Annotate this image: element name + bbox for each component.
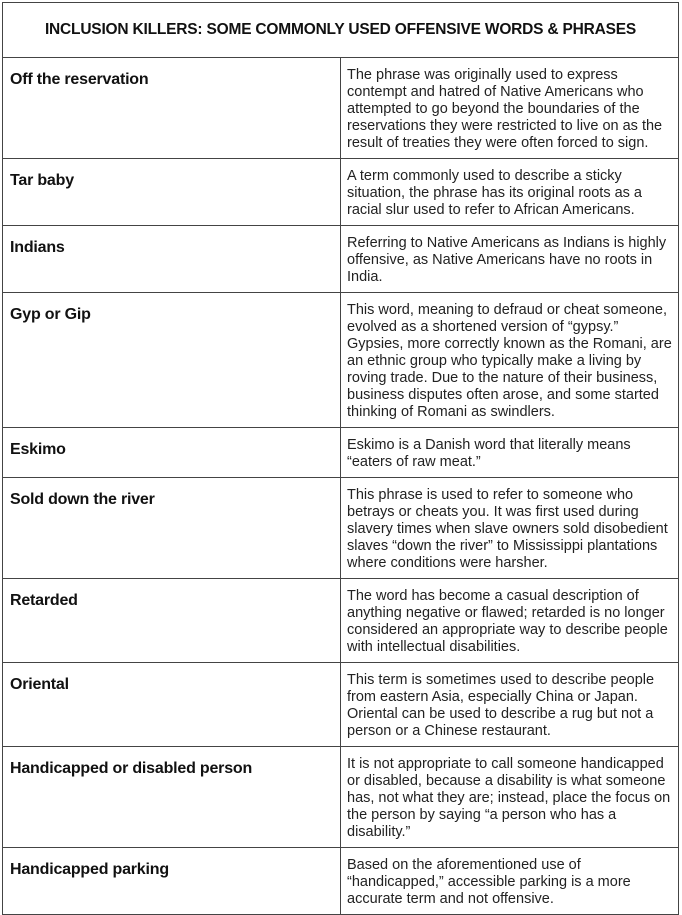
term-cell: Handicapped or disabled person — [3, 747, 341, 848]
table-row — [3, 848, 679, 915]
table-row — [3, 293, 679, 428]
table-row — [3, 226, 679, 293]
term-cell: Off the reservation — [3, 58, 341, 159]
title-row — [3, 3, 679, 58]
definition-cell: Eskimo is a Danish word that literally means “eaters of raw meat.” — [341, 428, 679, 478]
table-row — [3, 58, 679, 159]
term-cell: Handicapped parking — [3, 848, 341, 915]
table-row — [3, 478, 679, 579]
definition-cell: This word, meaning to defraud or cheat someone, evolved as a shortened version of “gypsy.” Gypsies, more correctly known as the Romani, are an ethnic group who typically make a living by roving trade. Due to the nature of their business, business disputes often arose, and some started thinking of Romani as swindlers. — [341, 293, 679, 428]
definition-cell: This term is sometimes used to describe people from eastern Asia, especially China or Japan. Oriental can be used to describe a rug but not a person or a Chinese restaurant. — [341, 663, 679, 747]
term-cell: Gyp or Gip — [3, 293, 341, 428]
definition-cell: Based on the aforementioned use of “handicapped,” accessible parking is a more accurate term and not offensive. — [341, 848, 679, 915]
term-cell: Oriental — [3, 663, 341, 747]
definition-cell: This phrase is used to refer to someone who betrays or cheats you. It was first used during slavery times when slave owners sold disobedient slaves “down the river” to Mississippi plantations where conditions were harsher. — [341, 478, 679, 579]
term-cell: Eskimo — [3, 428, 341, 478]
definition-cell: The phrase was originally used to express contempt and hatred of Native Americans who attempted to go beyond the boundaries of the reservations they were restricted to live on as the result of treaties they were often forced to sign. — [341, 58, 679, 159]
table-row — [3, 663, 679, 747]
definition-cell: The word has become a casual description of anything negative or flawed; retarded is no longer considered an appropriate way to describe people with intellectual disabilities. — [341, 579, 679, 663]
definition-cell: A term commonly used to describe a sticky situation, the phrase has its original roots as a racial slur used to refer to African Americans. — [341, 159, 679, 226]
definition-cell: It is not appropriate to call someone handicapped or disabled, because a disability is what someone has, not what they are; instead, place the focus on the person by saying “a person who has a disability.” — [341, 747, 679, 848]
term-cell: Sold down the river — [3, 478, 341, 579]
table-row — [3, 159, 679, 226]
table-row — [3, 747, 679, 848]
table-row — [3, 579, 679, 663]
offensive-terms-table — [2, 2, 679, 915]
term-cell: Indians — [3, 226, 341, 293]
term-cell: Retarded — [3, 579, 341, 663]
term-cell: Tar baby — [3, 159, 341, 226]
table-title: INCLUSION KILLERS: SOME COMMONLY USED OFFENSIVE WORDS & PHRASES — [3, 3, 679, 58]
table-row — [3, 428, 679, 478]
definition-cell: Referring to Native Americans as Indians is highly offensive, as Native Americans have no roots in India. — [341, 226, 679, 293]
